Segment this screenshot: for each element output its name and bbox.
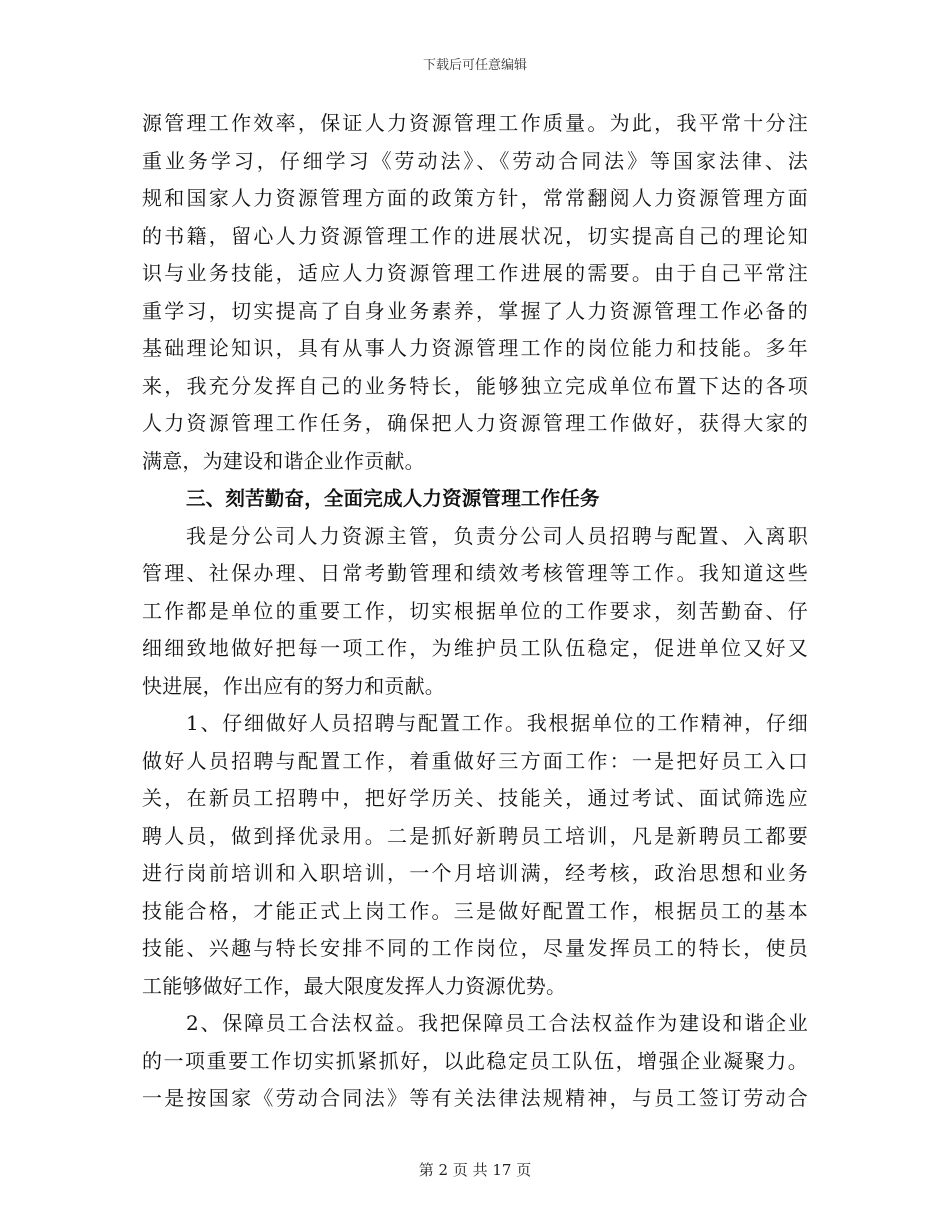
text-line: 的一项重要工作切实抓紧抓好，以此稳定员工队伍，增强企业凝聚力。 (142, 1048, 808, 1073)
text-line: 做好人员招聘与配置工作，着重做好三方面工作：一是把好员工入口 (142, 748, 808, 773)
section-heading: 三、刻苦勤奋，全面完成人力资源管理工作任务 (186, 487, 600, 510)
text-line: 人力资源管理工作任务，确保把人力资源管理工作做好，获得大家的 (142, 411, 808, 435)
text-line: 快进展，作出应有的努力和贡献。 (142, 673, 445, 698)
text-line: 聘人员，做到择优录用。二是抓好新聘员工培训，凡是新聘员工都要 (142, 823, 808, 848)
text-line: 2、保障员工合法权益。我把保障员工合法权益作为建设和谐企业 (186, 1011, 808, 1035)
text-line: 的书籍，留心人力资源管理工作的进展状况，切实提高自己的理论知 (142, 223, 808, 248)
page-footer: 第 2 页 共 17 页 (418, 1161, 532, 1179)
text-line: 重学习，切实提高了自身业务素养，掌握了人力资源管理工作必备的 (142, 298, 808, 323)
text-line: 关，在新员工招聘中，把好学历关、技能关，通过考试、面试筛选应 (142, 786, 808, 810)
text-line: 基础理论知识，具有从事人力资源管理工作的岗位能力和技能。多年 (142, 336, 808, 360)
text-line: 我是分公司人力资源主管，负责分公司人员招聘与配置、入离职 (186, 523, 808, 548)
document-body (142, 105, 808, 1118)
text-line: 重业务学习，仔细学习《劳动法》、《劳动合同法》等国家法律、法 (142, 148, 808, 173)
text-line: 工作都是单位的重要工作，切实根据单位的工作要求，刻苦勤奋、仔 (142, 598, 808, 623)
text-line: 1、仔细做好人员招聘与配置工作。我根据单位的工作精神，仔细 (186, 711, 808, 735)
text-line: 满意，为建设和谐企业作贡献。 (142, 448, 425, 473)
text-line: 来，我充分发挥自己的业务特长，能够独立完成单位布置下达的各项 (142, 373, 808, 398)
text-line: 工能够做好工作，最大限度发挥人力资源优势。 (142, 973, 567, 998)
text-line: 规和国家人力资源管理方面的政策方针，常常翻阅人力资源管理方面 (142, 186, 808, 210)
text-line: 技能合格，才能正式上岗工作。三是做好配置工作，根据员工的基本 (142, 898, 808, 923)
text-line: 源管理工作效率，保证人力资源管理工作质量。为此，我平常十分注 (142, 111, 808, 135)
text-line: 细细致地做好把每一项工作，为维护员工队伍稳定，促进单位又好又 (142, 636, 808, 660)
text-line: 管理、社保办理、日常考勤管理和绩效考核管理等工作。我知道这些 (142, 561, 808, 585)
text-line: 识与业务技能，适应人力资源管理工作进展的需要。由于自己平常注 (142, 261, 808, 285)
text-line: 技能、兴趣与特长安排不同的工作岗位，尽量发挥员工的特长，使员 (142, 936, 808, 960)
text-line: 进行岗前培训和入职培训，一个月培训满，经考核，政治思想和业务 (142, 861, 808, 885)
text-line: 一是按国家《劳动合同法》等有关法律法规精神，与员工签订劳动合 (142, 1086, 808, 1110)
page-header: 下载后可任意编辑 (422, 58, 527, 73)
